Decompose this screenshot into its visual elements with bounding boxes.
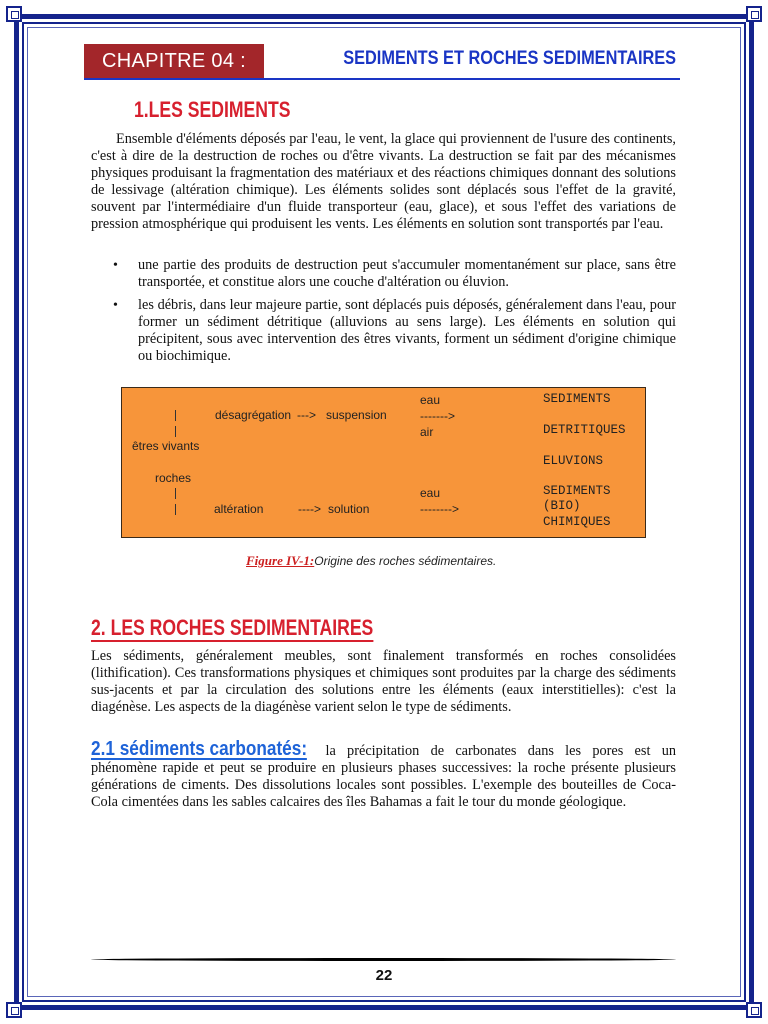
diagram-result-sediments: SEDIMENTS	[543, 484, 611, 498]
header-rule	[84, 78, 680, 80]
bullet-text: une partie des produits de destruction peut s'accumuler momentanément sur place, sans être transportée, et constitue alors une couche d'altération ou éluvion.	[138, 257, 676, 290]
chapter-title: SEDIMENTS ET ROCHES SEDIMENTAIRES	[343, 48, 676, 69]
sediments-bullet-list	[91, 257, 676, 371]
frame-corner-ornament	[746, 6, 762, 22]
diagram-label-desagregation: désagrégation	[215, 408, 292, 422]
diagram-label-eau: eau	[420, 486, 441, 500]
footer-rule	[91, 958, 676, 961]
frame-corner-ornament	[6, 6, 22, 22]
diagram-label-roches: roches	[155, 471, 192, 485]
chapter-header	[84, 44, 680, 78]
frame-corner-ornament	[746, 1002, 762, 1018]
diagram-result-eluvions: ELUVIONS	[543, 454, 604, 468]
list-item	[91, 297, 676, 365]
frame-corner-ornament	[6, 1002, 22, 1018]
carbonates-paragraph	[91, 738, 676, 811]
diagram-label-eau: eau	[420, 393, 441, 407]
diagram-result-chimiques: CHIMIQUES	[543, 515, 611, 529]
figure-caption	[246, 553, 496, 569]
list-item	[91, 257, 676, 291]
diagram-arrow: --->	[297, 408, 316, 422]
diagram-label-suspension: suspension	[326, 408, 387, 422]
bullet-text: les débris, dans leur majeure partie, sont déplacés puis déposés, généralement dans l'eau, pour former un sédiment détritique (alluvions au sens large). Les éléments en solution qui précipitent, sous avec intervention des êtres vivants, forment un sédiment d'origine chimique ou biochimique.	[138, 297, 676, 364]
diagram-label-alteration: altération	[214, 502, 264, 516]
diagram-arrow: ---->	[298, 502, 321, 516]
diagram-label-solution: solution	[328, 502, 370, 516]
diagram-label-air: air	[420, 425, 434, 439]
figure-caption-text: Origine des roches sédimentaires.	[314, 554, 497, 568]
diagram-result-bio: (BIO)	[543, 499, 581, 513]
sediments-paragraph: Ensemble d'éléments déposés par l'eau, le vent, la glace qui proviennent de l'usure des continents, c'est à dire de la destruction de roches ou d'être vivants. La destruction se fait par des mécanismes physiques produisant la fragmentation des matériaux et des réactions chimiques donnant des solutions de lessivage (altération chimique). Les éléments solides sont déplacés sous l'effet de la gravité, souvent par l'intermédiaire d'un fluide transporteur (eau, glace), et sous l'effet des variations de pression atmosphérique qui produisent les vents. Les éléments en solution sont transportés par l'eau.	[91, 131, 676, 232]
subsection-heading-carbonates: 2.1 sédiments carbonatés:	[91, 738, 308, 760]
section-heading-sediments: 1.LES SEDIMENTS	[134, 97, 291, 122]
diagram-connector	[175, 488, 176, 499]
chapter-label: CHAPITRE 04 :	[84, 44, 264, 78]
diagram-result-detritiques: DETRITIQUES	[543, 423, 626, 437]
bullet-icon: •	[113, 258, 118, 273]
roches-paragraph: Les sédiments, généralement meubles, sont finalement transformés en roches consolidées (lithification). Ces transformations physiques et chimiques sont produites par la charge des sédiments sus-jacents et par la circulation des solutions entre les éléments (eaux interstitielles): c'est la diagénèse. Les aspects de la diagénèse varient selon le type de sédiments.	[91, 648, 676, 715]
diagram-result-sediments: SEDIMENTS	[543, 392, 611, 406]
diagram-arrow: ------->	[420, 409, 455, 423]
bullet-icon: •	[113, 298, 118, 313]
diagram-connector	[175, 504, 176, 515]
diagram-arrow: -------->	[420, 502, 459, 516]
carbonates-text: la précipitation de carbonates dans les pores est un phénomène rapide et peut se produire en plusieurs phases successives: la roche présente plusieurs générations de ciments. Des dissolutions locales sont possibles. L'exemple des bouteilles de Coca-Cola cimentées dans les sables calcaires des îles Bahamas a fait le tour du monde géologique.	[91, 743, 676, 810]
figure-diagram	[121, 387, 646, 538]
section-heading-roches: 2. LES ROCHES SEDIMENTAIRES	[91, 615, 374, 640]
figure-caption-label: Figure IV-1:	[246, 553, 315, 568]
diagram-label-etres-vivants: êtres vivants	[132, 439, 200, 453]
diagram-connector	[175, 410, 176, 421]
page-number: 22	[375, 967, 393, 984]
diagram-connector	[175, 426, 176, 437]
